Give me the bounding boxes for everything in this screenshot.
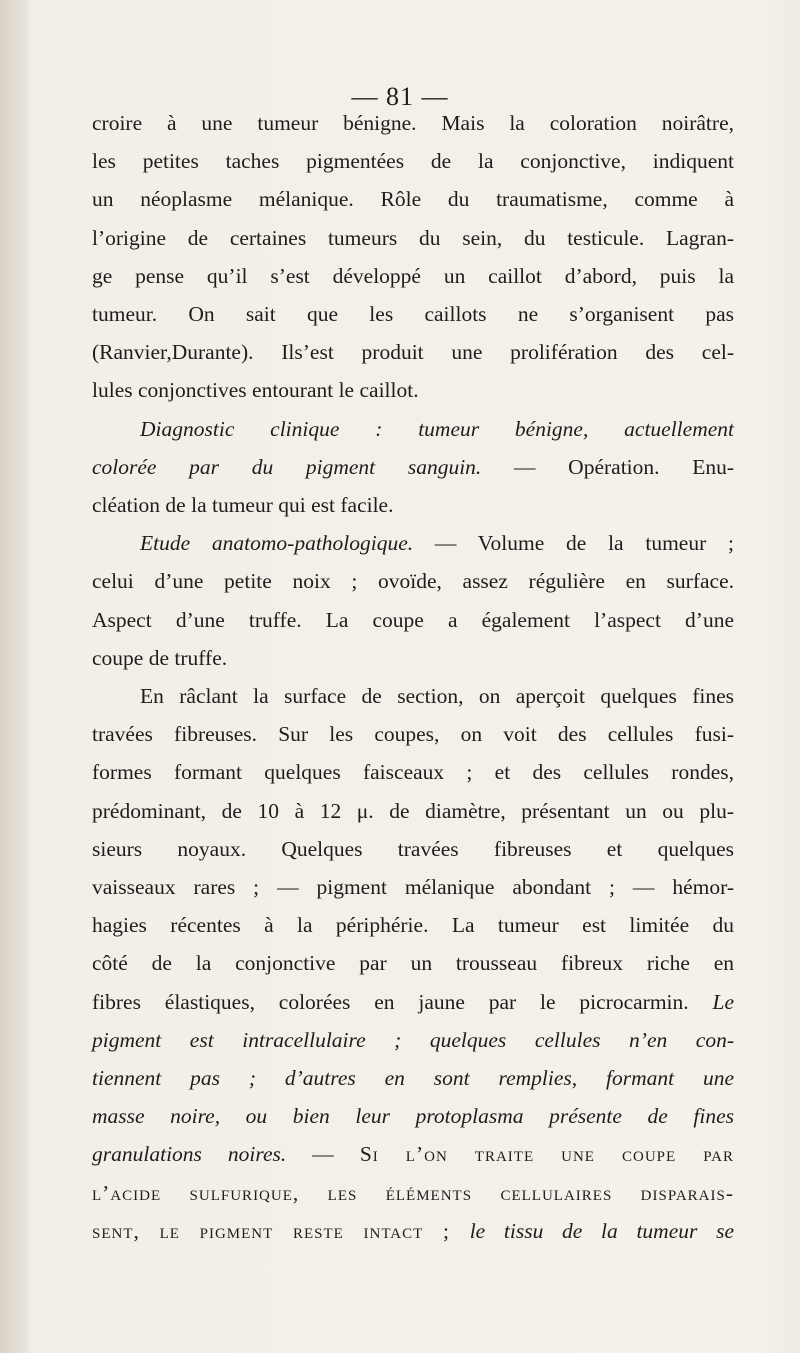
text-line: [92, 142, 734, 180]
text-segment: ge pense qu’il s’est développé un caillot d’abord, puis la: [92, 263, 734, 288]
text-segment: celui d’une petite noix ; ovoïde, assez régulière en surface.: [92, 569, 734, 594]
text-line: [92, 715, 734, 753]
text-segment: prédominant, de 10 à 12 μ. de diamètre, présentant un ou plu-: [92, 798, 734, 823]
text-line: [92, 448, 734, 486]
text-segment: hagies récentes à la périphérie. La tumeur est limitée du: [92, 913, 734, 938]
italic-text: colorée par du pigment sanguin.: [92, 454, 482, 479]
text-segment: les petites taches pigmentées de la conjonctive, indiquent: [92, 149, 734, 174]
text-line: [92, 104, 734, 142]
text-line: [92, 486, 734, 524]
text-segment: —: [286, 1142, 360, 1167]
text-segment: — Opération. Enu-: [481, 454, 734, 479]
text-segment: vaisseaux rares ; — pigment mélanique abondant ; — hémor-: [92, 875, 734, 900]
body-text: [92, 104, 734, 1250]
text-line: [92, 524, 734, 562]
text-line: [92, 333, 734, 371]
small-caps-text: Si l’on traite une coupe par: [359, 1142, 734, 1167]
text-segment: sieurs noyaux. Quelques travées fibreuses et quelques: [92, 836, 734, 861]
text-line: [92, 295, 734, 333]
text-line: [92, 219, 734, 257]
text-line: [92, 753, 734, 791]
text-segment: croire à une tumeur bénigne. Mais la coloration noirâtre,: [92, 111, 734, 135]
text-line: [92, 410, 734, 448]
text-segment: formes formant quelques faisceaux ; et des cellules rondes,: [92, 760, 734, 785]
text-line: [92, 906, 734, 944]
text-line: [92, 1059, 734, 1097]
italic-text: Etude anatomo-pathologique.: [140, 531, 414, 556]
text-segment: En râclant la surface de section, on aperçoit quelques fines: [140, 684, 734, 709]
text-line: [92, 1212, 734, 1250]
text-segment: côté de la conjonctive par un trousseau fibreux riche en: [92, 951, 734, 976]
text-line: [92, 1174, 734, 1212]
text-line: [92, 1097, 734, 1135]
italic-text: Diagnostic clinique : tumeur bénigne, actuellement: [140, 416, 734, 441]
text-line: [92, 677, 734, 715]
small-caps-text: l’acide sulfurique, les éléments cellulaires disparais-: [92, 1180, 734, 1205]
italic-text: tiennent pas ; d’autres en sont remplies, formant une: [92, 1066, 734, 1091]
text-segment: tumeur. On sait que les caillots ne s’organisent pas: [92, 302, 734, 327]
text-line: [92, 983, 734, 1021]
text-segment: (Ranvier,Durante). Ils’est produit une prolifération des cel-: [92, 340, 734, 365]
text-line: [92, 868, 734, 906]
text-segment: l’origine de certaines tumeurs du sein, du testicule. Lagran-: [92, 225, 734, 250]
text-segment: un néoplasme mélanique. Rôle du traumatisme, comme à: [92, 187, 734, 212]
page-number: — 81 —: [351, 82, 449, 111]
text-segment: travées fibreuses. Sur les coupes, on voit des cellules fusi-: [92, 722, 734, 747]
italic-text: Le: [712, 989, 734, 1014]
small-caps-text: sent, le pigment reste intact ;: [92, 1218, 470, 1243]
text-line: [92, 1021, 734, 1059]
text-line: [92, 601, 734, 639]
text-line: [92, 639, 734, 677]
text-line: [92, 830, 734, 868]
text-line: [92, 180, 734, 218]
text-line: [92, 257, 734, 295]
italic-text: pigment est intracellulaire ; quelques cellules n’en con-: [92, 1027, 734, 1052]
italic-text: masse noire, ou bien leur protoplasma présente de fines: [92, 1104, 734, 1129]
text-line: [92, 1135, 734, 1173]
italic-text: granulations noires.: [92, 1142, 287, 1167]
text-segment: coupe de truffe.: [92, 645, 228, 670]
text-segment: — Volume de la tumeur ;: [413, 531, 734, 556]
italic-text: le tissu de la tumeur se: [469, 1218, 734, 1243]
text-line: [92, 562, 734, 600]
text-line: [92, 371, 734, 409]
text-line: [92, 792, 734, 830]
text-segment: cléation de la tumeur qui est facile.: [92, 493, 394, 518]
text-segment: Aspect d’une truffe. La coupe a également l’aspect d’une: [92, 607, 734, 632]
text-segment: fibres élastiques, colorées en jaune par le picrocarmin.: [92, 989, 713, 1014]
text-line: [92, 944, 734, 982]
text-segment: lules conjonctives entourant le caillot.: [92, 378, 419, 403]
page-binding-edge: [0, 0, 28, 1353]
